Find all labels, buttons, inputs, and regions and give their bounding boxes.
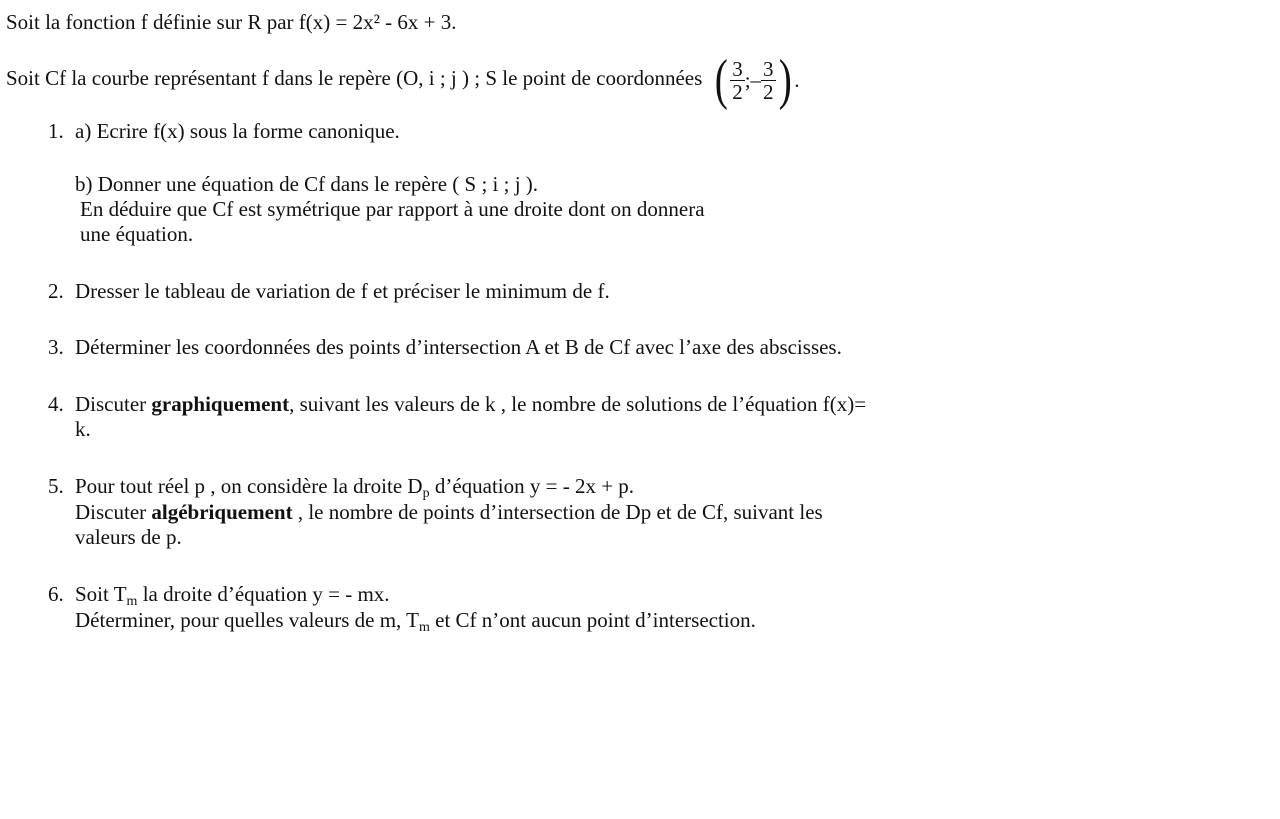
item-2-number: 2. [48,279,64,303]
subscript: m [419,620,430,635]
text: Discuter [75,500,152,524]
item-1b-line-1: b) Donner une équation de Cf dans le repère ( S ; i ; j ). [75,172,539,196]
item-3-number: 3. [48,335,64,359]
item-1b-line-3: une équation. [80,222,194,246]
text: d’équation y = - 2x + p. [429,474,635,498]
text: Déterminer, pour quelles valeurs de m, T [75,608,419,632]
item-5-line-1 [75,474,635,501]
text: la droite d’équation y = - mx. [137,582,390,606]
text: , le nombre de points d’intersection de Dp et de Cf, suivant les [292,500,823,524]
item-2-text: Dresser le tableau de variation de f et préciser le minimum de f. [75,279,610,303]
separator: ;– [744,68,762,93]
y-denominator: 2 [763,79,774,104]
item-5-number: 5. [48,474,64,498]
subscript: m [126,594,138,609]
item-1a: a) Ecrire f(x) sous la forme canonique. [75,119,400,143]
text: Discuter [75,392,152,416]
intro-line-2-text: Soit Cf la courbe représentant f dans le repère (O, i ; j ) ; S le point de coordonnées [6,66,703,90]
text: Soit T [75,582,127,606]
item-6-line-2 [75,608,756,635]
x-denominator: 2 [732,79,743,104]
intro-line-2 [6,49,800,112]
item-5-line-3: valeurs de p. [75,525,182,549]
item-5-line-2 [75,500,823,524]
text: Pour tout réel p , on considère la droite D [75,474,423,498]
point-s-coordinates: ( $\frac{3}{2}$ ;– $\frac{3}{2}$ ) . [714,49,800,112]
emphasis: graphiquement [151,392,290,416]
item-4-line-2: k. [75,417,91,441]
item-4-line-1 [75,392,866,416]
subscript: p [422,486,430,501]
item-3-text: Déterminer les coordonnées des points d’intersection A et B de Cf avec l’axe des abscisses. [75,335,842,359]
text: et Cf n’ont aucun point d’intersection. [429,608,756,632]
y-numerator: 3 [763,56,774,81]
item-4-number: 4. [48,392,64,416]
item-1-number: 1. [48,119,64,143]
item-6-line-1 [75,582,390,609]
item-6-number: 6. [48,582,64,606]
text: , suivant les valeurs de k , le nombre de solutions de l’équation f(x)= [289,392,867,416]
intro-line-1: Soit la fonction f définie sur R par f(x) = 2x² - 6x + 3. [6,10,457,34]
item-1b-line-2: En déduire que Cf est symétrique par rapport à une droite dont on donnera [80,197,705,221]
x-numerator: 3 [732,56,743,81]
period: . [794,68,800,93]
emphasis: algébriquement [151,500,293,524]
